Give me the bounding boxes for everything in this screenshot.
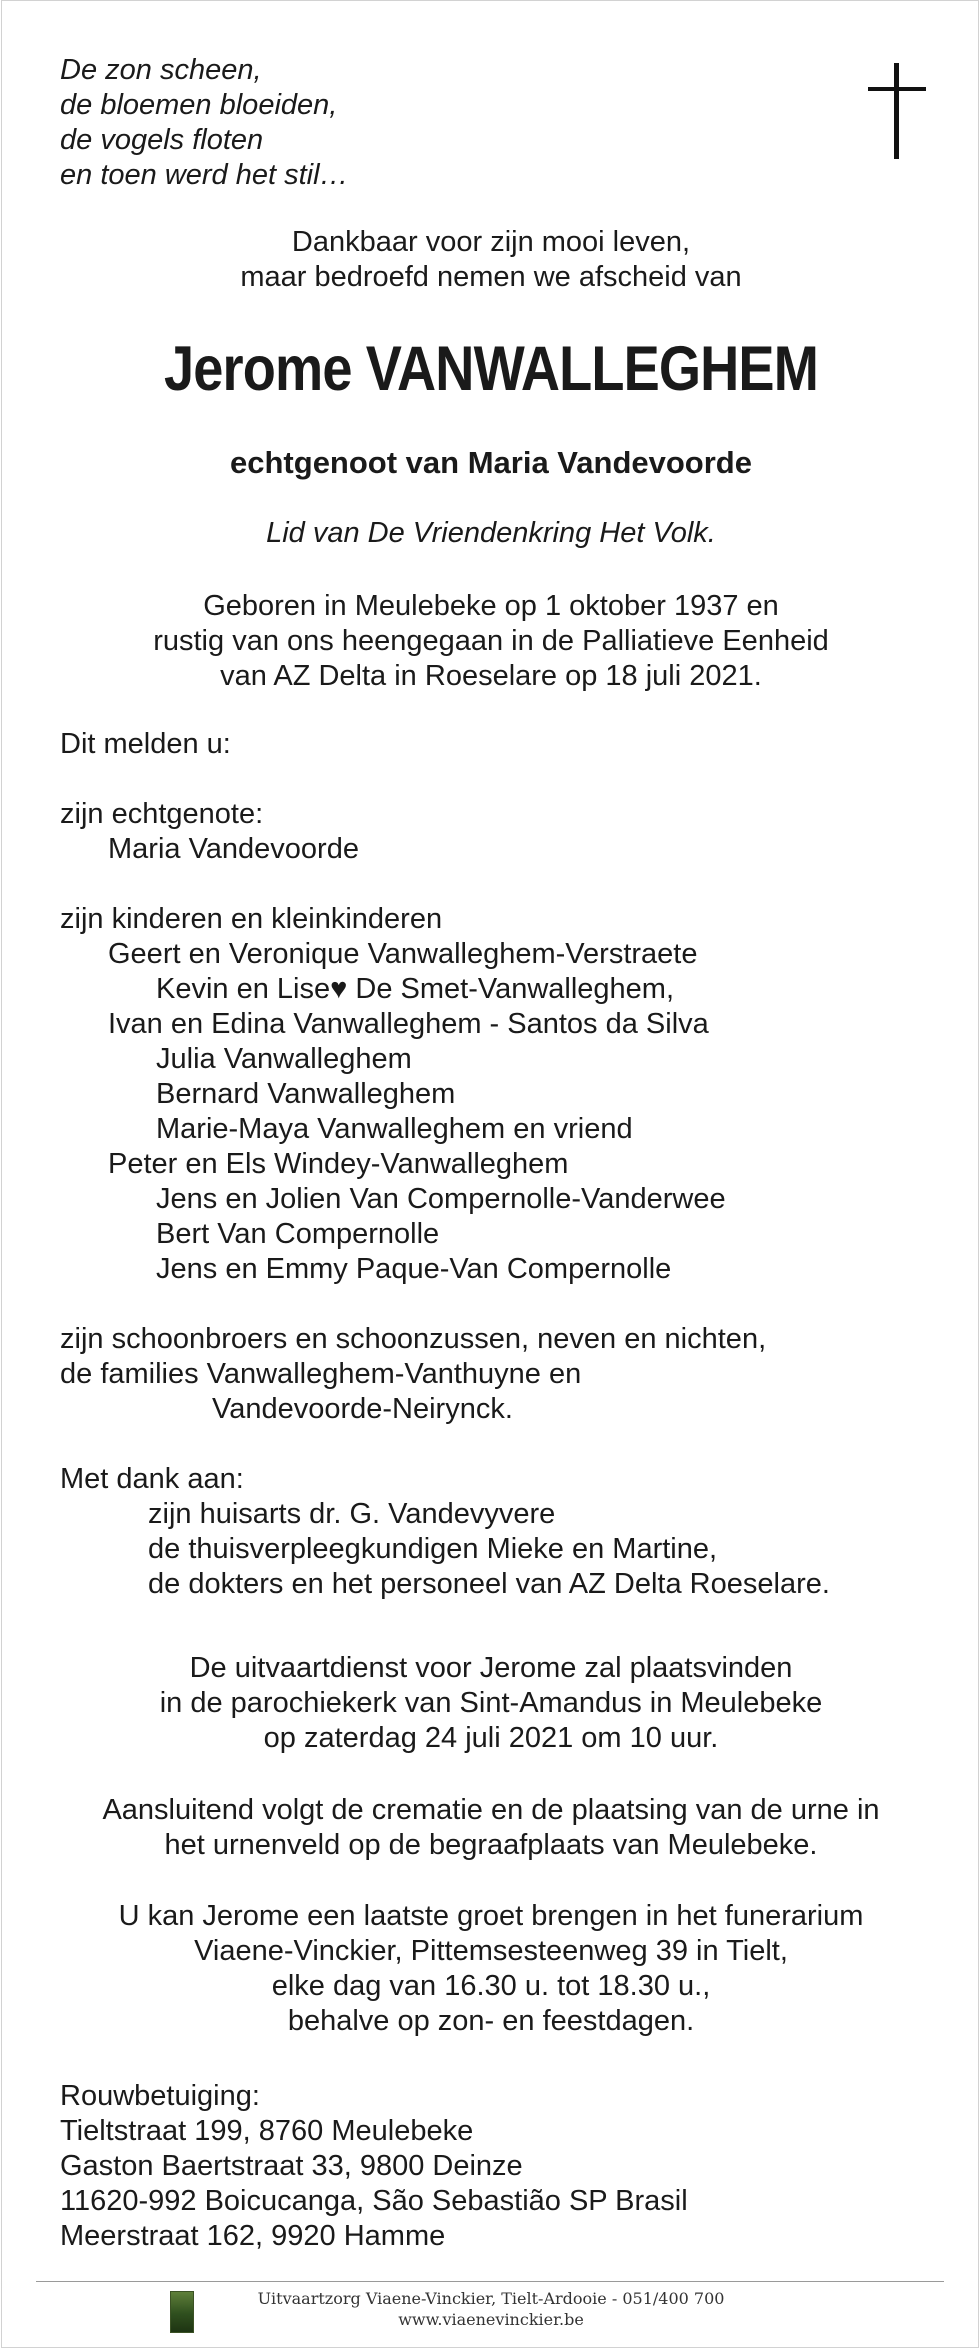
relatives-line: Vandevoorde-Neirynck. <box>212 1393 513 1425</box>
condolence-address: Gaston Baertstraat 33, 9800 Deinze <box>60 2150 523 2182</box>
intro-line: maar bedroefd nemen we afscheid van <box>240 261 742 293</box>
children-heading: zijn kinderen en kleinkinderen <box>60 903 443 935</box>
family-member: Julia Vanwalleghem <box>156 1043 412 1075</box>
birth-line: van AZ Delta in Roeselare op 18 juli 2021. <box>220 660 762 692</box>
deceased-name: Jerome VANWALLEGHEM <box>163 334 818 404</box>
footer-website-link[interactable]: www.viaenevinckier.be <box>398 2310 584 2329</box>
service-line: De uitvaartdienst voor Jerome zal plaatsvinden <box>189 1652 793 1684</box>
footer-company: Uitvaartzorg Viaene-Vinckier, Tielt-Ardooie - 051/400 700 <box>257 2289 725 2308</box>
relatives-line: zijn schoonbroers en schoonzussen, neven en nichten, <box>60 1323 767 1355</box>
thanks-heading: Met dank aan: <box>60 1463 244 1495</box>
spouse-line: echtgenoot van Maria Vandevoorde <box>230 445 752 480</box>
relatives-line: de families Vanwalleghem-Vanthuyne en <box>60 1358 582 1390</box>
wife-name: Maria Vandevoorde <box>108 833 359 865</box>
membership-line: Lid van De Vriendenkring Het Volk. <box>266 517 716 549</box>
cremation-info <box>2 1793 979 1863</box>
condolence-address: Meerstraat 162, 9920 Hamme <box>60 2220 446 2252</box>
visit-line: U kan Jerome een laatste groet brengen in het funerarium <box>118 1900 864 1932</box>
family-member: Bernard Vanwalleghem <box>156 1078 456 1110</box>
visit-line: elke dag van 16.30 u. tot 18.30 u., <box>271 1970 711 2002</box>
condolence-heading: Rouwbetuiging: <box>60 2080 260 2112</box>
visit-line: behalve op zon- en feestdagen. <box>287 2005 695 2037</box>
family-member: Jens en Emmy Paque-Van Compernolle <box>156 1253 672 1285</box>
family-member <box>60 972 940 1007</box>
service-line: in de parochiekerk van Sint-Amandus in Meulebeke <box>159 1687 823 1719</box>
intro-line: Dankbaar voor zijn mooi leven, <box>291 226 691 258</box>
cremation-line: Aansluitend volgt de crematie en de plaatsing van de urne in <box>102 1794 880 1826</box>
family-member: Bert Van Compernolle <box>156 1218 440 1250</box>
family-member: Jens en Jolien Van Compernolle-Vanderwee <box>156 1183 726 1215</box>
footer <box>2 2288 979 2330</box>
visitation-info <box>2 1899 979 2039</box>
obituary-page <box>1 0 979 2348</box>
service-line: op zaterdag 24 juli 2021 om 10 uur. <box>263 1722 719 1754</box>
family-member: Peter en Els Windey-Vanwalleghem <box>108 1148 569 1180</box>
birth-line: Geboren in Meulebeke op 1 oktober 1937 en <box>203 590 779 622</box>
poem-line: de vogels floten <box>60 124 264 156</box>
poem <box>60 53 349 193</box>
family-member: Geert en Veronique Vanwalleghem-Verstraete <box>108 938 698 970</box>
birth-line: rustig van ons heengegaan in de Palliatieve Eenheid <box>153 625 829 657</box>
birth-death-info <box>2 589 979 694</box>
footer-divider <box>36 2281 944 2282</box>
visit-line: Viaene-Vinckier, Pittemsesteenweg 39 in Tielt, <box>194 1935 788 1967</box>
family-member-name: De Smet-Vanwalleghem, <box>347 973 675 1005</box>
condolence-address: 11620-992 Boicucanga, São Sebastião SP Brasil <box>60 2185 688 2217</box>
poem-line: De zon scheen, <box>60 54 262 86</box>
condolence-address: Tieltstraat 199, 8760 Meulebeke <box>60 2115 474 2147</box>
intro <box>2 225 979 295</box>
cremation-line: het urnenveld op de begraafplaats van Meulebeke. <box>164 1829 818 1861</box>
cross-icon <box>868 63 926 159</box>
announce-line: Dit melden u: <box>60 728 231 760</box>
family-member-name: Kevin en Lise <box>156 973 331 1005</box>
funeral-service-info <box>2 1651 979 1756</box>
family-announcement <box>60 727 940 1602</box>
heart-icon: ♥ <box>330 973 348 1005</box>
thanks-item: de dokters en het personeel van AZ Delta Roeselare. <box>148 1568 830 1600</box>
wife-heading: zijn echtgenote: <box>60 798 264 830</box>
condolence-section <box>60 2079 688 2254</box>
poem-line: en toen werd het stil… <box>60 159 349 191</box>
family-member: Ivan en Edina Vanwalleghem - Santos da Silva <box>108 1008 709 1040</box>
family-member: Marie-Maya Vanwalleghem en vriend <box>156 1113 633 1145</box>
poem-line: de bloemen bloeiden, <box>60 89 338 121</box>
thanks-item: zijn huisarts dr. G. Vandevyvere <box>148 1498 556 1530</box>
thanks-item: de thuisverpleegkundigen Mieke en Martine, <box>148 1533 718 1565</box>
